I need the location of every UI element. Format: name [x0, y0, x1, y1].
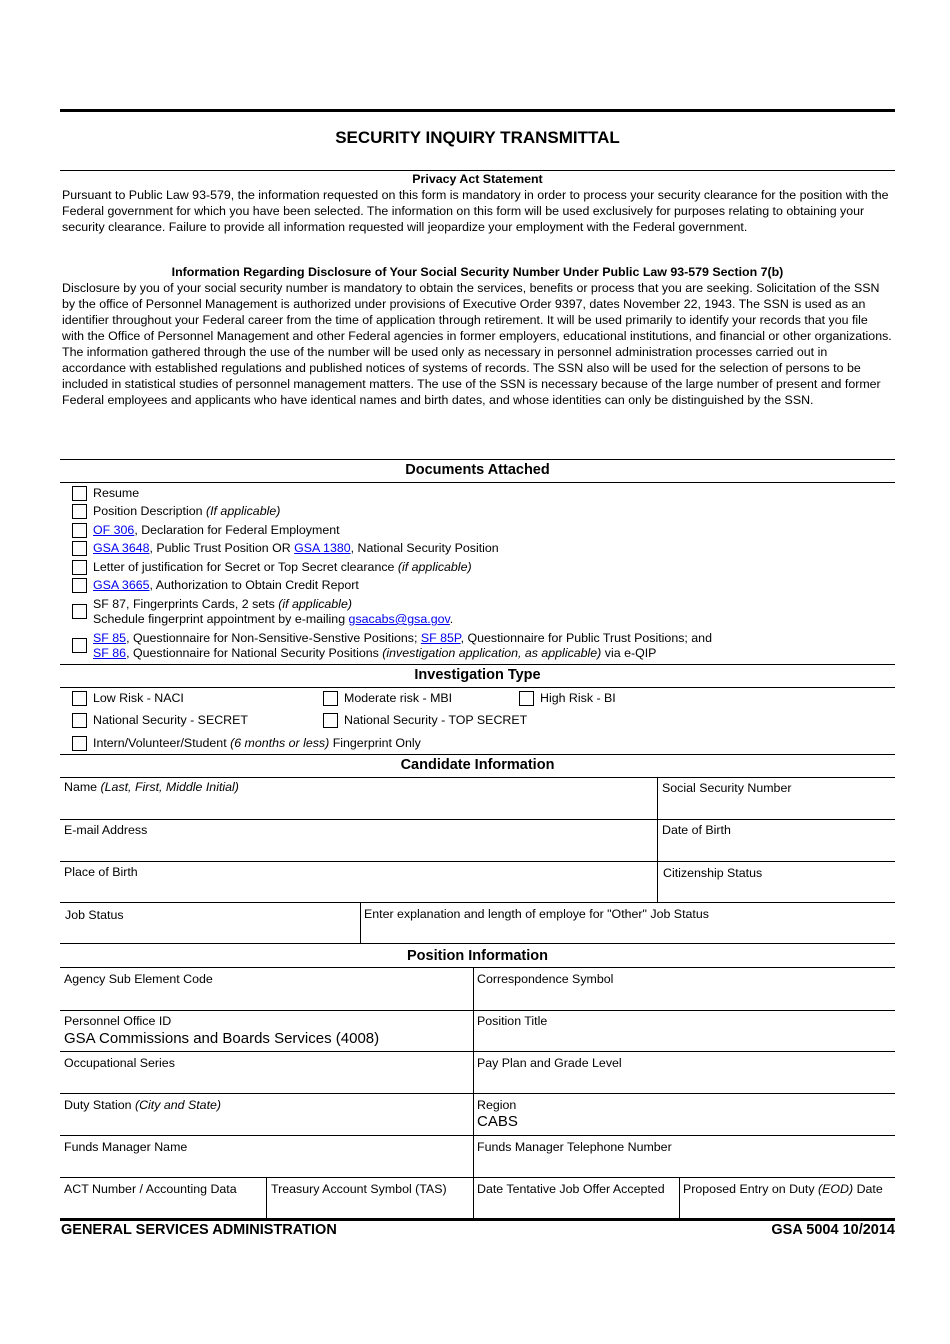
position-row3-rule [60, 1093, 895, 1094]
position-heading-rule [60, 967, 895, 968]
act-number-field[interactable]: ACT Number / Accounting Data [64, 1182, 237, 1196]
agency-code-field[interactable]: Agency Sub Element Code [64, 972, 213, 986]
high-risk-checkbox[interactable] [519, 691, 534, 706]
of306-link[interactable]: OF 306 [93, 523, 135, 537]
region-label: Region [477, 1098, 517, 1112]
questionnaire-checkbox[interactable] [72, 638, 87, 653]
position-title-field[interactable]: Position Title [477, 1014, 548, 1028]
resume-checkbox[interactable] [72, 486, 87, 501]
dob-field[interactable]: Date of Birth [662, 823, 731, 837]
ssn-heading: Information Regarding Disclosure of Your Social Security Number Under Public Law 93-579 Section 7(b) [171, 265, 784, 279]
funds-manager-name-field[interactable]: Funds Manager Name [64, 1140, 188, 1154]
candidate-heading: Candidate Information [400, 757, 555, 773]
letter-justification-checkbox[interactable] [72, 560, 87, 575]
resume-label: Resume [93, 486, 140, 500]
documents-heading-rule [60, 482, 895, 483]
sf86-label: SF 86, Questionnaire for National Security Positions (investigation application, as applicable) via e-QIP [93, 646, 657, 660]
pay-plan-field[interactable]: Pay Plan and Grade Level [477, 1056, 622, 1070]
candidate-row3-rule [60, 902, 895, 903]
gsa3665-label: GSA 3665, Authorization to Obtain Credit Report [93, 578, 359, 592]
bottom-rule [60, 1218, 895, 1221]
footer-agency: GENERAL SERVICES ADMINISTRATION [61, 1222, 337, 1238]
other-job-status-field[interactable]: Enter explanation and length of employe for "Other" Job Status [364, 907, 709, 921]
position-description-label: Position Description (If applicable) [93, 504, 281, 518]
funds-manager-phone-field[interactable]: Funds Manager Telephone Number [477, 1140, 672, 1154]
investigation-heading: Investigation Type [414, 667, 541, 683]
title-divider [60, 170, 895, 171]
ssn-field[interactable]: Social Security Number [662, 781, 792, 795]
position-description-checkbox[interactable] [72, 504, 87, 519]
moderate-risk-checkbox[interactable] [323, 691, 338, 706]
documents-heading: Documents Attached [405, 462, 550, 478]
place-of-birth-field[interactable]: Place of Birth [64, 865, 138, 879]
top-rule [60, 109, 895, 112]
gsacabs-email-link[interactable]: gsacabs@gsa.gov [348, 612, 450, 626]
gsa3648-checkbox[interactable] [72, 541, 87, 556]
position-row2-rule [60, 1051, 895, 1052]
sf85p-link[interactable]: SF 85P [420, 631, 461, 645]
candidate-col-divider [657, 777, 658, 902]
job-status-field[interactable]: Job Status [65, 908, 124, 922]
sf86-link[interactable]: SF 86 [93, 646, 127, 660]
personnel-office-id-value[interactable]: GSA Commissions and Boards Services (4008) [64, 1030, 380, 1047]
sf85-link[interactable]: SF 85 [93, 631, 127, 645]
name-field[interactable]: Name (Last, First, Middle Initial) [64, 780, 239, 794]
act-tas-divider [266, 1177, 267, 1219]
gsa1380-link[interactable]: GSA 1380 [294, 541, 351, 555]
position-heading: Position Information [407, 948, 548, 964]
gsa3665-checkbox[interactable] [72, 578, 87, 593]
citizenship-field[interactable]: Citizenship Status [663, 866, 763, 880]
position-row4-rule [60, 1135, 895, 1136]
eod-date-field[interactable]: Proposed Entry on Duty (EOD) Date [683, 1182, 883, 1196]
offer-eod-divider [679, 1177, 680, 1219]
moderate-risk-label: Moderate risk - MBI [344, 691, 453, 705]
of306-label: OF 306, Declaration for Federal Employment [93, 523, 340, 537]
candidate-row2-rule [60, 861, 895, 862]
job-status-divider [360, 902, 361, 944]
candidate-row1-rule [60, 819, 895, 820]
gsa3648-link[interactable]: GSA 3648 [93, 541, 150, 555]
page-title: SECURITY INQUIRY TRANSMITTAL [335, 128, 620, 147]
low-risk-checkbox[interactable] [72, 691, 87, 706]
intern-checkbox[interactable] [72, 736, 87, 751]
high-risk-label: High Risk - BI [540, 691, 616, 705]
gsa3648-label: GSA 3648, Public Trust Position OR GSA 1380, National Security Position [93, 541, 499, 555]
duty-station-field[interactable]: Duty Station (City and State) [64, 1098, 222, 1112]
position-row5-rule [60, 1177, 895, 1178]
top-secret-label: National Security - TOP SECRET [344, 713, 528, 727]
intern-label: Intern/Volunteer/Student (6 months or less) Fingerprint Only [93, 736, 421, 750]
investigation-heading-rule [60, 687, 895, 688]
low-risk-label: Low Risk - NACI [93, 691, 184, 705]
candidate-heading-rule [60, 777, 895, 778]
sf87-label: SF 87, Fingerprints Cards, 2 sets (if applicable) [93, 597, 352, 611]
footer-form-number: GSA 5004 10/2014 [771, 1222, 895, 1238]
candidate-bottom-rule [60, 943, 895, 944]
sf87-checkbox[interactable] [72, 604, 87, 619]
personnel-office-id-label: Personnel Office ID [64, 1014, 172, 1028]
tas-field[interactable]: Treasury Account Symbol (TAS) [271, 1182, 447, 1196]
ssn-text: Disclosure by you of your social security number is mandatory to obtain the services, benefits or process that you are seeking. Solicitation of the SSN by the office of Personnel Management is authorized under provisions of Executive Order 9397, dates November 22, 1943. The SSN is used as an identifier throughout your Federal career from the time of application through retirement. It will be used primarily to identify your records that you file with the Office of Personnel Management and other Federal agencies in former employers, educational institutions, and financial or other organizations. The information gathered through the use of the number will be used only as necessary in personnel administration processes carried out in accordance with established regulations and published notices of systems of records. The SSN also will be used for the selection of persons to be included in statistical studies of personnel management matters. The use of the SSN is necessary because of the large number of present and former Federal employees and applicants who have identical names and birth dates, and whose identities can only be distinguished by the SSN. [62, 281, 892, 407]
email-field[interactable]: E-mail Address [64, 823, 148, 837]
candidate-top-rule [60, 754, 895, 755]
of306-checkbox[interactable] [72, 523, 87, 538]
gsa3665-link[interactable]: GSA 3665 [93, 578, 150, 592]
position-row1-rule [60, 1010, 895, 1011]
privacy-text: Pursuant to Public Law 93-579, the information requested on this form is mandatory in order to process your security clearance for the position with the Federal government for which you have been selected. The information on this form will be used exclusively for purposes relating to obtaining your security clearance. Failure to provide all information requested will jeopardize your employment with the Federal government. [62, 188, 889, 234]
region-value[interactable]: CABS [477, 1113, 518, 1130]
top-secret-checkbox[interactable] [323, 713, 338, 728]
offer-accepted-field[interactable]: Date Tentative Job Offer Accepted [477, 1182, 665, 1196]
documents-top-rule [60, 459, 895, 460]
privacy-heading: Privacy Act Statement [412, 172, 543, 186]
secret-checkbox[interactable] [72, 713, 87, 728]
correspondence-symbol-field[interactable]: Correspondence Symbol [477, 972, 614, 986]
investigation-top-rule [60, 664, 895, 665]
letter-justification-label: Letter of justification for Secret or Top Secret clearance (if applicable) [93, 560, 472, 574]
occupational-series-field[interactable]: Occupational Series [64, 1056, 175, 1070]
sf85-label: SF 85, Questionnaire for Non-Sensitive-Senstive Positions; SF 85P, Questionnaire for Public Trust Positions; and [93, 631, 712, 645]
sf87-schedule: Schedule fingerprint appointment by e-mailing gsacabs@gsa.gov. [93, 612, 454, 626]
secret-label: National Security - SECRET [93, 713, 248, 727]
